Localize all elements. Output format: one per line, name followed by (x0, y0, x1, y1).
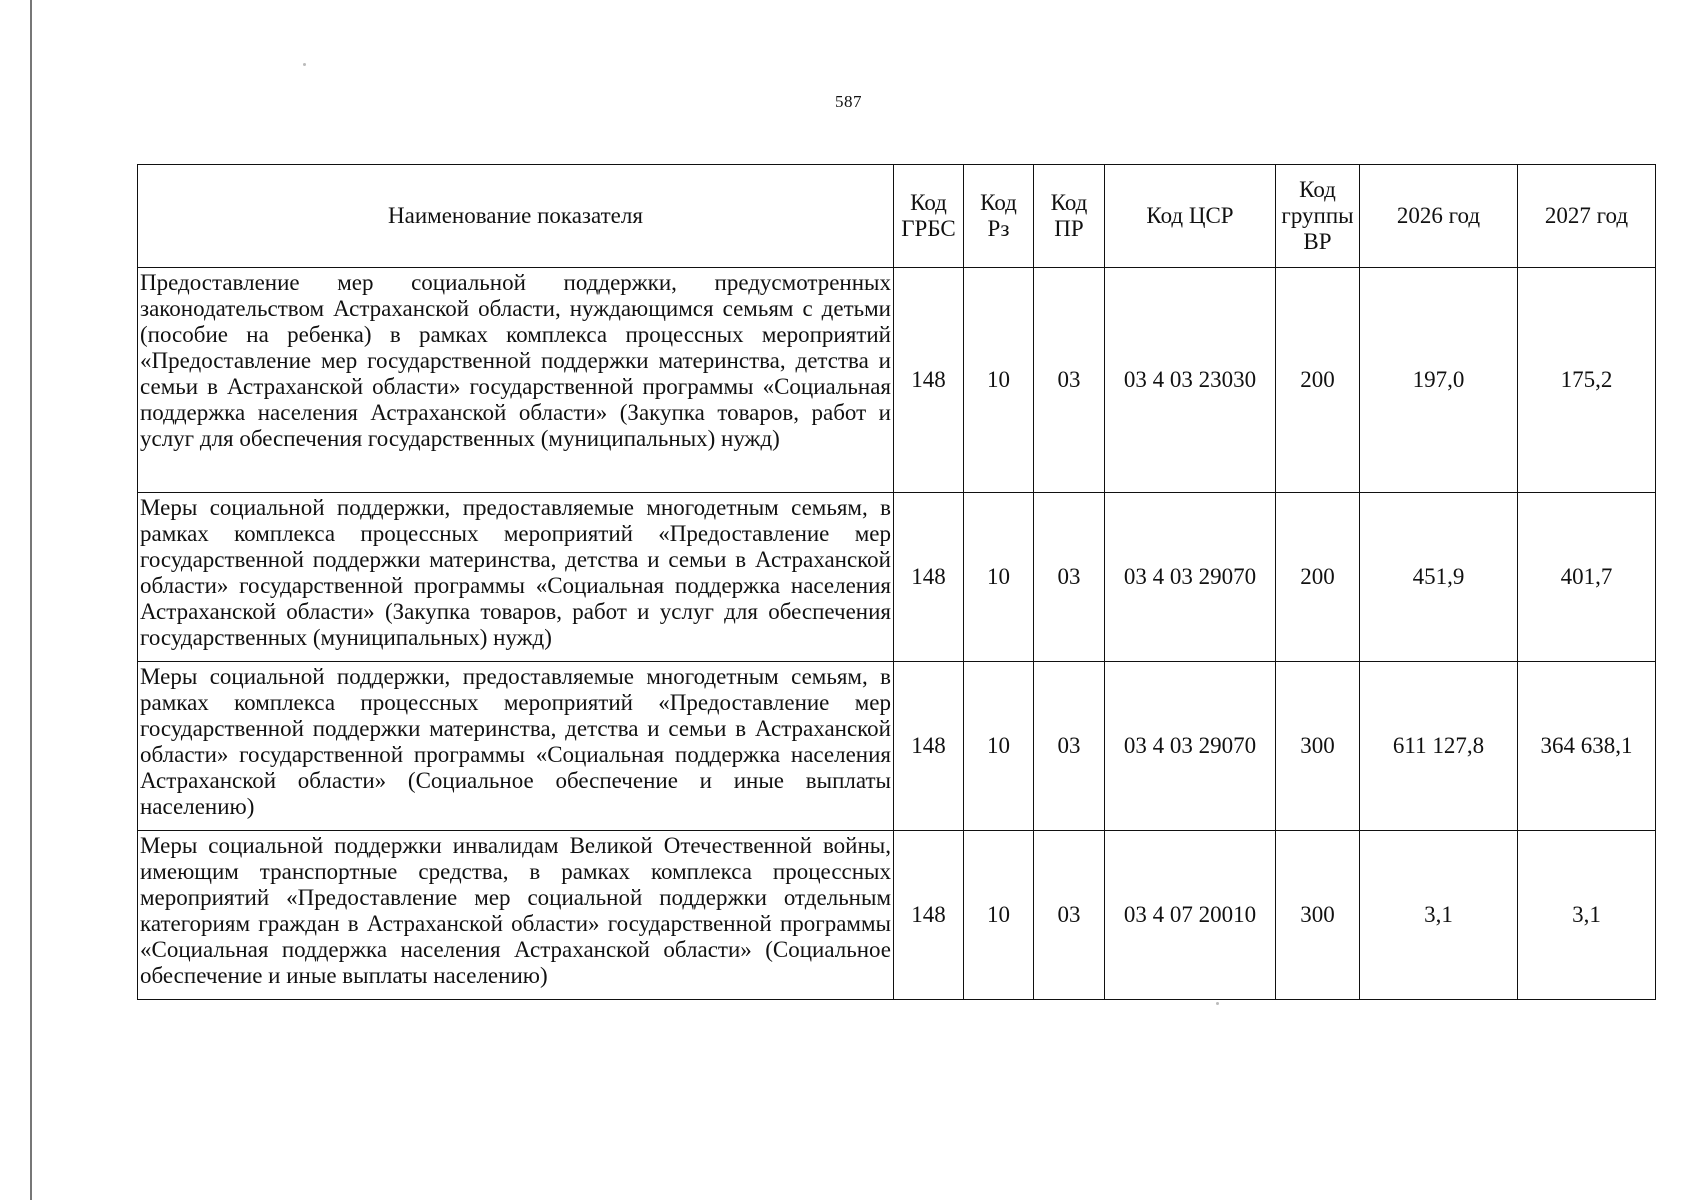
binding-edge-line (30, 0, 32, 1200)
cell-vr: 200 (1276, 493, 1360, 662)
cell-grbs: 148 (894, 662, 964, 831)
header-2027: 2027 год (1518, 165, 1656, 268)
cell-csr: 03 4 07 20010 (1105, 831, 1276, 1000)
budget-table (137, 164, 1656, 1000)
cell-grbs: 148 (894, 268, 964, 493)
header-grbs: Код ГРБС (894, 165, 964, 268)
cell-name: Меры социальной поддержки, предоставляемые многодетным семьям, в рамках комплекса процессных мероприятий «Предоставление мер государственной поддержки материнства, детства и семьи в Астраханской области» государственной программы «Социальная поддержка населения Астраханской области» (Социальное обеспечение и иные выплаты населению) (138, 662, 894, 831)
scan-speck (1216, 1002, 1219, 1005)
cell-2027: 401,7 (1518, 493, 1656, 662)
cell-2027: 3,1 (1518, 831, 1656, 1000)
cell-vr: 300 (1276, 831, 1360, 1000)
cell-2026: 451,9 (1360, 493, 1518, 662)
cell-vr: 200 (1276, 268, 1360, 493)
cell-2026: 3,1 (1360, 831, 1518, 1000)
cell-pr: 03 (1034, 268, 1105, 493)
cell-2027: 364 638,1 (1518, 662, 1656, 831)
table-row (138, 268, 1656, 493)
cell-pr: 03 (1034, 831, 1105, 1000)
table-row (138, 831, 1656, 1000)
cell-pr: 03 (1034, 493, 1105, 662)
cell-grbs: 148 (894, 493, 964, 662)
cell-grbs: 148 (894, 831, 964, 1000)
cell-name: Предоставление мер социальной поддержки, предусмотренных законодательством Астраханской области, нуждающимся семьям с детьми (пособие на ребенка) в рамках комплекса процессных мероприятий «Предоставление мер государственной поддержки материнства, детства и семьи в Астраханской области» государственной программы «Социальная поддержка населения Астраханской области» (Закупка товаров, работ и услуг для обеспечения государственных (муниципальных) нужд) (138, 268, 894, 493)
scan-speck (303, 63, 306, 66)
cell-csr: 03 4 03 29070 (1105, 493, 1276, 662)
table-row (138, 662, 1656, 831)
header-vr: Код группы ВР (1276, 165, 1360, 268)
cell-rz: 10 (964, 831, 1034, 1000)
header-rz: Код Рз (964, 165, 1034, 268)
header-2026: 2026 год (1360, 165, 1518, 268)
cell-csr: 03 4 03 29070 (1105, 662, 1276, 831)
header-csr: Код ЦСР (1105, 165, 1276, 268)
header-name: Наименование показателя (138, 165, 894, 268)
cell-name: Меры социальной поддержки инвалидам Великой Отечественной войны, имеющим транспортные средства, в рамках комплекса процессных мероприятий «Предоставление мер социальной поддержки отдельным категориям граждан в Астраханской области» государственной программы «Социальная поддержка населения Астраханской области» (Социальное обеспечение и иные выплаты населению) (138, 831, 894, 1000)
cell-2026: 611 127,8 (1360, 662, 1518, 831)
cell-name: Меры социальной поддержки, предоставляемые многодетным семьям, в рамках комплекса процессных мероприятий «Предоставление мер государственной поддержки материнства, детства и семьи в Астраханской области» государственной программы «Социальная поддержка населения Астраханской области» (Закупка товаров, работ и услуг для обеспечения государственных (муниципальных) нужд) (138, 493, 894, 662)
page-number: 587 (835, 92, 862, 111)
cell-2026: 197,0 (1360, 268, 1518, 493)
cell-2027: 175,2 (1518, 268, 1656, 493)
header-row (138, 165, 1656, 268)
cell-pr: 03 (1034, 662, 1105, 831)
cell-rz: 10 (964, 662, 1034, 831)
cell-csr: 03 4 03 23030 (1105, 268, 1276, 493)
cell-rz: 10 (964, 268, 1034, 493)
cell-vr: 300 (1276, 662, 1360, 831)
table-row (138, 493, 1656, 662)
header-pr: Код ПР (1034, 165, 1105, 268)
cell-rz: 10 (964, 493, 1034, 662)
